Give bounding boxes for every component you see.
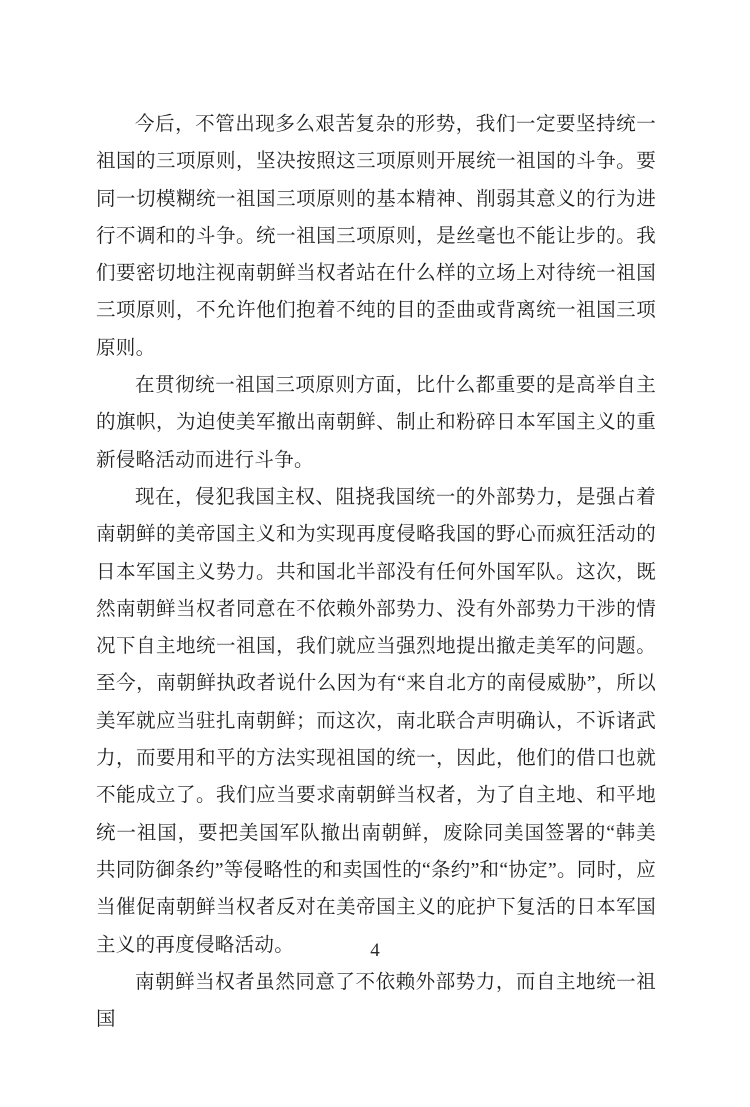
- body-text: [96, 106, 656, 1038]
- body-paragraph: 在贯彻统一祖国三项原则方面，比什么都重要的是高举自主的旗帜，为迫使美军撤出南朝鲜、制止和粉碎日本军国主义的重新侵略活动而进行斗争。: [96, 375, 656, 471]
- body-paragraph: 今后，不管出现多么艰苦复杂的形势，我们一定要坚持统一祖国的三项原则，坚决按照这三项原则开展统一祖国的斗争。要同一切模糊统一祖国三项原则的基本精神、削弱其意义的行为进行不调和的斗争。统一祖国三项原则，是丝毫也不能让步的。我们要密切地注视南朝鲜当权者站在什么样的立场上对待统一祖国三项原则，不允许他们抱着不纯的目的歪曲或背离统一祖国三项原则。: [96, 114, 656, 359]
- body-paragraph: 现在，侵犯我国主权、阻挠我国统一的外部势力，是强占着南朝鲜的美帝国主义和为实现再度侵略我国的野心而疯狂活动的日本军国主义势力。共和国北半部没有任何外国军队。这次，既然南朝鲜当权者同意在不依赖外部势力、没有外部势力干涉的情况下自主地统一祖国，我们就应当强烈地提出撤走美军的问题。至今，南朝鲜执政者说什么因为有“来自北方的南侵威胁”，所以美军就应当驻扎南朝鲜；而这次，南北联合声明确认，不诉诸武力，而要用和平的方法实现祖国的统一，因此，他们的借口也就不能成立了。我们应当要求南朝鲜当权者，为了自主地、和平地统一祖国，要把美国军队撤出南朝鲜，废除同美国签署的“韩美共同防御条约”等侵略性的和卖国性的“条约”和“协定”。同时，应当催促南朝鲜当权者反对在美帝国主义的庇护下复活的日本军国主义的再度侵略活动。: [96, 486, 656, 956]
- body-paragraph: 南朝鲜当权者虽然同意了不依赖外部势力，而自主地统一祖国: [96, 971, 656, 1031]
- page-number: 4: [370, 940, 380, 961]
